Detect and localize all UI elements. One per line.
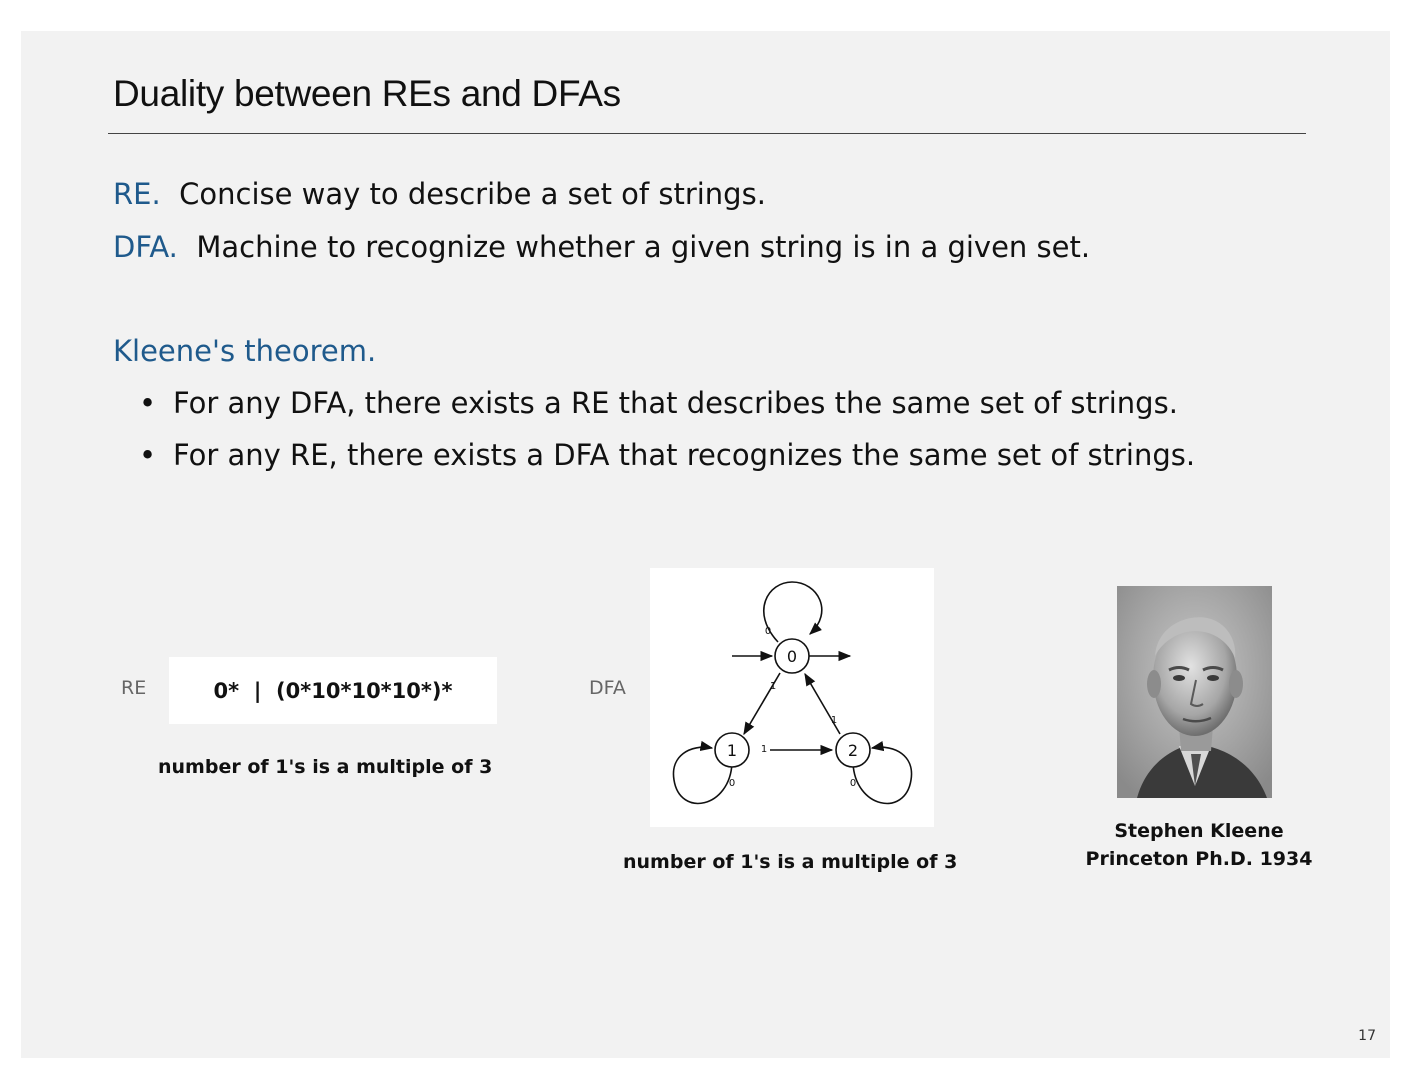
- bullet-text: For any RE, there exists a DFA that recognizes the same set of strings.: [173, 438, 1196, 472]
- loop-2-symbol: 0: [849, 778, 857, 789]
- dfa-panel-label: DFA: [589, 677, 626, 699]
- dfa-svg: [650, 568, 934, 827]
- dfa-term: DFA.: [113, 230, 178, 264]
- edge-1-2-symbol: 1: [760, 744, 768, 755]
- dfa-definition-line: [113, 230, 1090, 264]
- portrait-affiliation: Princeton Ph.D. 1934: [1085, 848, 1313, 870]
- state-1-label: 1: [726, 741, 738, 760]
- re-expression-box: [169, 657, 497, 724]
- edge-2-0-symbol: 1: [830, 715, 838, 726]
- self-loop-0: [764, 582, 822, 642]
- bullet-dot: •: [139, 386, 157, 420]
- re-term: RE.: [113, 177, 161, 211]
- re-definition-text: Concise way to describe a set of strings.: [179, 177, 766, 211]
- theorem-heading: Kleene's theorem.: [113, 334, 377, 368]
- bullet-text: For any DFA, there exists a RE that describes the same set of strings.: [173, 386, 1178, 420]
- title-divider: [108, 133, 1306, 134]
- page-number: 17: [1358, 1028, 1376, 1044]
- slide: [21, 31, 1390, 1058]
- kleene-portrait: [1117, 586, 1272, 798]
- state-2-label: 2: [847, 741, 859, 760]
- theorem-bullet: [139, 438, 1195, 472]
- re-definition-line: [113, 177, 766, 211]
- re-caption: number of 1's is a multiple of 3: [158, 756, 493, 778]
- loop-1-symbol: 0: [728, 778, 736, 789]
- portrait-name: Stephen Kleene: [1114, 820, 1284, 842]
- slide-title: Duality between REs and DFAs: [113, 73, 621, 114]
- re-panel-label: RE: [121, 677, 147, 699]
- loop-0-symbol: 0: [764, 626, 772, 637]
- portrait-image: [1117, 586, 1272, 798]
- dfa-diagram: [650, 568, 934, 827]
- theorem-bullet: [139, 386, 1178, 420]
- dfa-definition-text: Machine to recognize whether a given string is in a given set.: [196, 230, 1091, 264]
- dfa-caption: number of 1's is a multiple of 3: [623, 851, 958, 873]
- portrait-caption: [1076, 817, 1322, 873]
- edge-0-1-symbol: 1: [769, 681, 777, 692]
- re-expression: 0* | (0*10*10*10*)*: [213, 678, 453, 703]
- state-0-label: 0: [786, 647, 798, 666]
- bullet-dot: •: [139, 438, 157, 472]
